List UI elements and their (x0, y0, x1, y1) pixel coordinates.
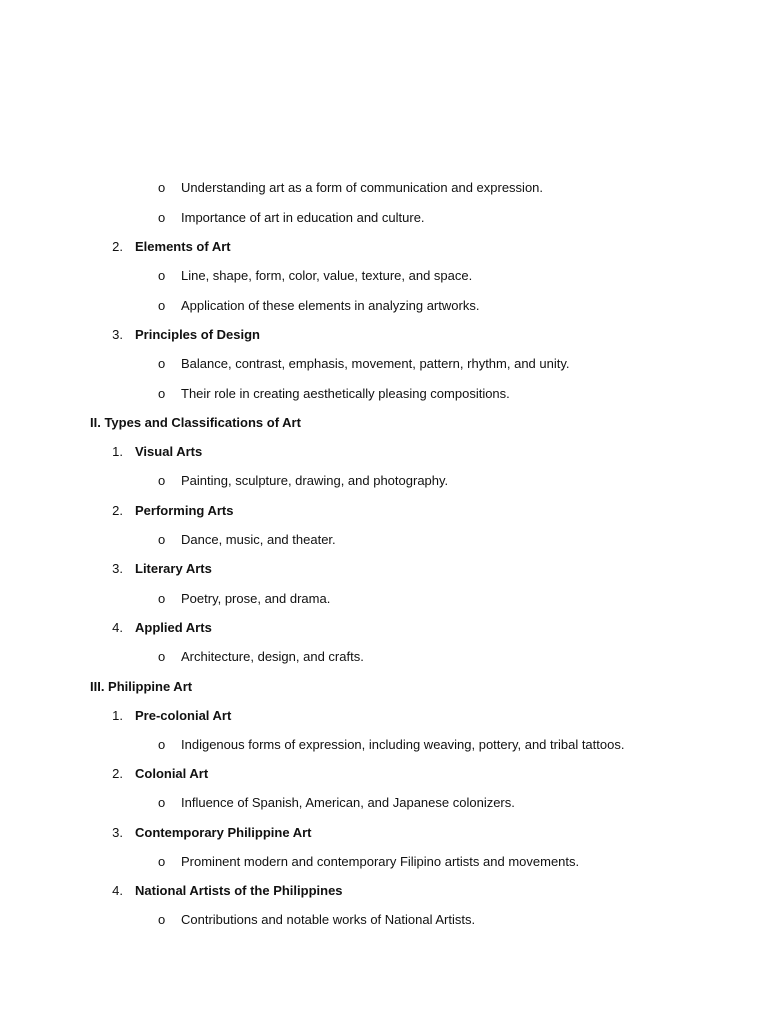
numbered-item (0, 706, 700, 726)
bullet-item-text: Line, shape, form, color, value, texture, and space. (181, 268, 473, 283)
bullet-item (0, 910, 700, 930)
list-number: 4. (112, 883, 123, 898)
bullet-item-text: Influence of Spanish, American, and Japanese colonizers. (181, 795, 515, 810)
bullet-marker-icon: o (158, 912, 166, 927)
numbered-item-title: Applied Arts (135, 620, 212, 635)
list-number: 1. (112, 444, 123, 459)
list-number: 3. (112, 561, 123, 576)
section-heading: II. Types and Classifications of Art (90, 415, 301, 430)
numbered-item (0, 764, 700, 784)
bullet-marker-icon: o (158, 591, 166, 606)
list-number: 2. (112, 503, 123, 518)
bullet-item (0, 208, 700, 228)
bullet-item (0, 793, 700, 813)
bullet-item (0, 296, 700, 316)
bullet-item (0, 384, 700, 404)
numbered-item (0, 881, 700, 901)
bullet-item-text: Indigenous forms of expression, including weaving, pottery, and tribal tattoos. (181, 737, 625, 752)
list-number: 3. (112, 825, 123, 840)
bullet-marker-icon: o (158, 532, 166, 547)
bullet-marker-icon: o (158, 268, 166, 283)
numbered-item-title: Colonial Art (135, 766, 209, 781)
bullet-marker-icon: o (158, 356, 166, 371)
bullet-marker-icon: o (158, 386, 166, 401)
numbered-item (0, 325, 700, 345)
numbered-item-title: Pre-colonial Art (135, 708, 232, 723)
bullet-item (0, 471, 700, 491)
bullet-item (0, 178, 700, 198)
bullet-item (0, 735, 700, 755)
bullet-item-text: Contributions and notable works of National Artists. (181, 912, 476, 927)
bullet-item-text: Dance, music, and theater. (181, 532, 336, 547)
bullet-item-text: Importance of art in education and culture. (181, 210, 425, 225)
list-number: 1. (112, 708, 123, 723)
bullet-marker-icon: o (158, 649, 166, 664)
bullet-item-text: Poetry, prose, and drama. (181, 591, 331, 606)
numbered-item (0, 237, 700, 257)
bullet-item (0, 354, 700, 374)
numbered-item (0, 618, 700, 638)
numbered-item-title: Performing Arts (135, 503, 234, 518)
list-number: 4. (112, 620, 123, 635)
bullet-item-text: Prominent modern and contemporary Filipino artists and movements. (181, 854, 580, 869)
bullet-marker-icon: o (158, 854, 166, 869)
bullet-marker-icon: o (158, 298, 166, 313)
bullet-item-text: Their role in creating aesthetically pleasing compositions. (181, 386, 510, 401)
bullet-marker-icon: o (158, 180, 166, 195)
numbered-item (0, 559, 700, 579)
bullet-item (0, 266, 700, 286)
bullet-item (0, 852, 700, 872)
bullet-marker-icon: o (158, 210, 166, 225)
numbered-item-title: Visual Arts (135, 444, 203, 459)
bullet-item-text: Balance, contrast, emphasis, movement, pattern, rhythm, and unity. (181, 356, 570, 371)
bullet-marker-icon: o (158, 473, 166, 488)
numbered-item (0, 501, 700, 521)
bullet-item-text: Application of these elements in analyzing artworks. (181, 298, 480, 313)
numbered-item-title: Elements of Art (135, 239, 231, 254)
numbered-item-title: Contemporary Philippine Art (135, 825, 312, 840)
numbered-item (0, 442, 700, 462)
section-heading: III. Philippine Art (90, 679, 193, 694)
bullet-item-text: Understanding art as a form of communication and expression. (181, 180, 544, 195)
numbered-item-title: Principles of Design (135, 327, 260, 342)
bullet-item (0, 530, 700, 550)
numbered-item (0, 823, 700, 843)
numbered-item-title: Literary Arts (135, 561, 212, 576)
bullet-item-text: Architecture, design, and crafts. (181, 649, 364, 664)
bullet-item (0, 589, 700, 609)
list-number: 2. (112, 766, 123, 781)
list-number: 2. (112, 239, 123, 254)
numbered-item-title: National Artists of the Philippines (135, 883, 343, 898)
bullet-item-text: Painting, sculpture, drawing, and photography. (181, 473, 449, 488)
bullet-item (0, 647, 700, 667)
bullet-marker-icon: o (158, 737, 166, 752)
list-number: 3. (112, 327, 123, 342)
bullet-marker-icon: o (158, 795, 166, 810)
